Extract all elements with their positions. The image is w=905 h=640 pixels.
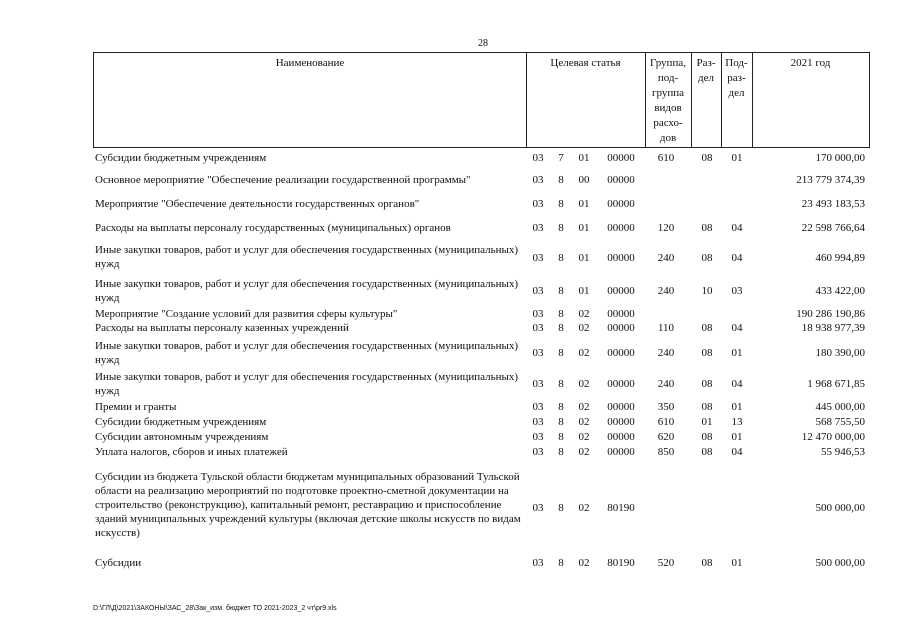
row-sec: 08 xyxy=(701,557,713,569)
table-header xyxy=(93,52,870,148)
row-amount: 1 968 671,85 xyxy=(807,378,865,390)
file-path: D:\ГЛ\Д\2021\ЗАКОНЫ\ЗАС_28\Зак_изм. бюджет ТО 2021-2023_2 чт\pr9.xls xyxy=(93,605,337,612)
row-c: 01 xyxy=(578,285,590,297)
row-grp: 240 xyxy=(657,252,675,264)
row-grp: 620 xyxy=(657,431,675,443)
row-a: 03 xyxy=(532,308,544,320)
row-sub: 01 xyxy=(731,401,743,413)
row-name: Иные закупки товаров, работ и услуг для обеспечения государственных (муниципальных) нужд xyxy=(95,371,519,397)
row-name: Мероприятие "Обеспечение деятельности государственных органов" xyxy=(95,198,420,210)
row-sec: 08 xyxy=(701,322,713,334)
row-sub: 04 xyxy=(731,446,743,458)
header-group: Группа, под- группа видов расхо- дов xyxy=(650,57,686,144)
row-c: 01 xyxy=(578,222,590,234)
row-b: 8 xyxy=(558,308,564,320)
row-sub: 04 xyxy=(731,252,743,264)
row-b: 8 xyxy=(558,285,564,297)
row-c: 01 xyxy=(578,152,590,164)
row-c: 01 xyxy=(578,198,590,210)
row-sub: 01 xyxy=(731,347,743,359)
row-c: 02 xyxy=(578,416,590,428)
row-a: 03 xyxy=(532,174,544,186)
row-d: 00000 xyxy=(607,174,635,186)
row-a: 03 xyxy=(532,322,544,334)
row-a: 03 xyxy=(532,347,544,359)
row-name: Иные закупки товаров, работ и услуг для обеспечения государственных (муниципальных) нужд xyxy=(95,278,519,304)
row-a: 03 xyxy=(532,378,544,390)
row-b: 8 xyxy=(558,198,564,210)
row-c: 02 xyxy=(578,347,590,359)
row-sec: 01 xyxy=(701,416,713,428)
row-sub: 01 xyxy=(731,431,743,443)
row-a: 03 xyxy=(532,416,544,428)
row-name: Субсидии из бюджета Тульской области бюджетам муниципальных образований Тульской области на реализацию мероприятий по подготовке проектно-сметной документации на строительство (реконструкцию), капитальный ремонт, реставрацию и приспособление зданий муниципальных учреждений культуры (включая детские школы искусств по видам искусств) xyxy=(95,471,521,539)
row-d: 00000 xyxy=(607,222,635,234)
row-amount: 568 755,50 xyxy=(815,416,865,428)
row-amount: 18 938 977,39 xyxy=(801,322,865,334)
row-amount: 500 000,00 xyxy=(815,557,865,569)
row-sub: 01 xyxy=(731,152,743,164)
row-sub: 13 xyxy=(731,416,743,428)
row-name: Мероприятие "Создание условий для развития сферы культуры" xyxy=(95,308,398,320)
row-amount: 55 946,53 xyxy=(821,446,865,458)
row-d: 00000 xyxy=(607,322,635,334)
row-grp: 850 xyxy=(657,446,675,458)
row-name: Расходы на выплаты персоналу государственных (муниципальных) органов xyxy=(95,222,451,234)
row-name: Премии и гранты xyxy=(95,401,177,413)
row-b: 8 xyxy=(558,378,564,390)
row-b: 8 xyxy=(558,322,564,334)
row-amount: 213 779 374,39 xyxy=(796,174,865,186)
row-c: 02 xyxy=(578,502,590,514)
row-name: Уплата налогов, сборов и иных платежей xyxy=(95,446,288,458)
row-a: 03 xyxy=(532,152,544,164)
row-a: 03 xyxy=(532,446,544,458)
row-a: 03 xyxy=(532,401,544,413)
row-a: 03 xyxy=(532,285,544,297)
row-d: 00000 xyxy=(607,198,635,210)
row-d: 80190 xyxy=(607,502,635,514)
row-sec: 08 xyxy=(701,152,713,164)
row-b: 8 xyxy=(558,502,564,514)
row-grp: 120 xyxy=(657,222,675,234)
row-name: Субсидии бюджетным учреждениям xyxy=(95,152,267,164)
row-sec: 08 xyxy=(701,446,713,458)
row-sub: 04 xyxy=(731,222,743,234)
row-d: 00000 xyxy=(607,308,635,320)
row-d: 00000 xyxy=(607,152,635,164)
row-d: 80190 xyxy=(607,557,635,569)
row-b: 8 xyxy=(558,347,564,359)
row-amount: 22 598 766,64 xyxy=(801,222,865,234)
row-sec: 08 xyxy=(701,431,713,443)
row-b: 8 xyxy=(558,416,564,428)
row-grp: 350 xyxy=(657,401,675,413)
row-c: 02 xyxy=(578,446,590,458)
row-amount: 12 470 000,00 xyxy=(801,431,865,443)
row-sub: 01 xyxy=(731,557,743,569)
row-b: 8 xyxy=(558,252,564,264)
row-c: 02 xyxy=(578,322,590,334)
row-amount: 170 000,00 xyxy=(815,152,865,164)
row-b: 8 xyxy=(558,557,564,569)
row-grp: 610 xyxy=(657,416,675,428)
row-grp: 610 xyxy=(657,152,675,164)
row-name: Расходы на выплаты персоналу казенных учреждений xyxy=(95,322,349,334)
row-name: Субсидии автономным учреждениям xyxy=(95,431,269,443)
row-sec: 08 xyxy=(701,222,713,234)
row-grp: 520 xyxy=(657,557,675,569)
row-a: 03 xyxy=(532,431,544,443)
row-name: Основное мероприятие "Обеспечение реализации государственной программы" xyxy=(95,174,471,186)
header-name: Наименование xyxy=(275,57,345,69)
row-name: Иные закупки товаров, работ и услуг для обеспечения государственных (муниципальных) нужд xyxy=(95,340,519,366)
row-d: 00000 xyxy=(607,431,635,443)
row-a: 03 xyxy=(532,198,544,210)
row-sec: 08 xyxy=(701,401,713,413)
row-b: 8 xyxy=(558,446,564,458)
row-c: 00 xyxy=(578,174,590,186)
row-c: 01 xyxy=(578,252,590,264)
row-sec: 10 xyxy=(701,285,713,297)
row-amount: 23 493 183,53 xyxy=(801,198,865,210)
row-a: 03 xyxy=(532,557,544,569)
row-d: 00000 xyxy=(607,446,635,458)
row-b: 7 xyxy=(558,152,564,164)
row-c: 02 xyxy=(578,431,590,443)
header-target-article: Целевая статья xyxy=(550,57,621,69)
row-a: 03 xyxy=(532,252,544,264)
row-a: 03 xyxy=(532,222,544,234)
row-sec: 08 xyxy=(701,347,713,359)
row-grp: 110 xyxy=(657,322,675,334)
header-section: Раз- дел xyxy=(696,57,716,84)
row-d: 00000 xyxy=(607,347,635,359)
row-name: Субсидии бюджетным учреждениям xyxy=(95,416,267,428)
row-d: 00000 xyxy=(607,416,635,428)
row-amount: 180 390,00 xyxy=(815,347,865,359)
row-sec: 08 xyxy=(701,252,713,264)
header-subsection: Под- раз- дел xyxy=(725,57,748,99)
row-amount: 433 422,00 xyxy=(815,285,865,297)
row-b: 8 xyxy=(558,431,564,443)
row-grp: 240 xyxy=(657,285,675,297)
row-sub: 03 xyxy=(731,285,743,297)
row-sub: 04 xyxy=(731,378,743,390)
header-year: 2021 год xyxy=(790,57,831,69)
row-d: 00000 xyxy=(607,378,635,390)
row-amount: 500 000,00 xyxy=(815,502,865,514)
row-amount: 190 286 190,86 xyxy=(796,308,865,320)
row-b: 8 xyxy=(558,401,564,413)
row-c: 02 xyxy=(578,557,590,569)
row-d: 00000 xyxy=(607,401,635,413)
row-grp: 240 xyxy=(657,378,675,390)
row-amount: 460 994,89 xyxy=(815,252,865,264)
row-b: 8 xyxy=(558,222,564,234)
row-a: 03 xyxy=(532,502,544,514)
row-c: 02 xyxy=(578,308,590,320)
row-c: 02 xyxy=(578,378,590,390)
row-grp: 240 xyxy=(657,347,675,359)
row-d: 00000 xyxy=(607,285,635,297)
row-sec: 08 xyxy=(701,378,713,390)
row-name: Иные закупки товаров, работ и услуг для обеспечения государственных (муниципальных) нужд xyxy=(95,244,519,270)
row-c: 02 xyxy=(578,401,590,413)
row-name: Субсидии xyxy=(95,557,142,569)
row-sub: 04 xyxy=(731,322,743,334)
row-b: 8 xyxy=(558,174,564,186)
page-number: 28 xyxy=(478,38,488,49)
row-amount: 445 000,00 xyxy=(815,401,865,413)
row-d: 00000 xyxy=(607,252,635,264)
